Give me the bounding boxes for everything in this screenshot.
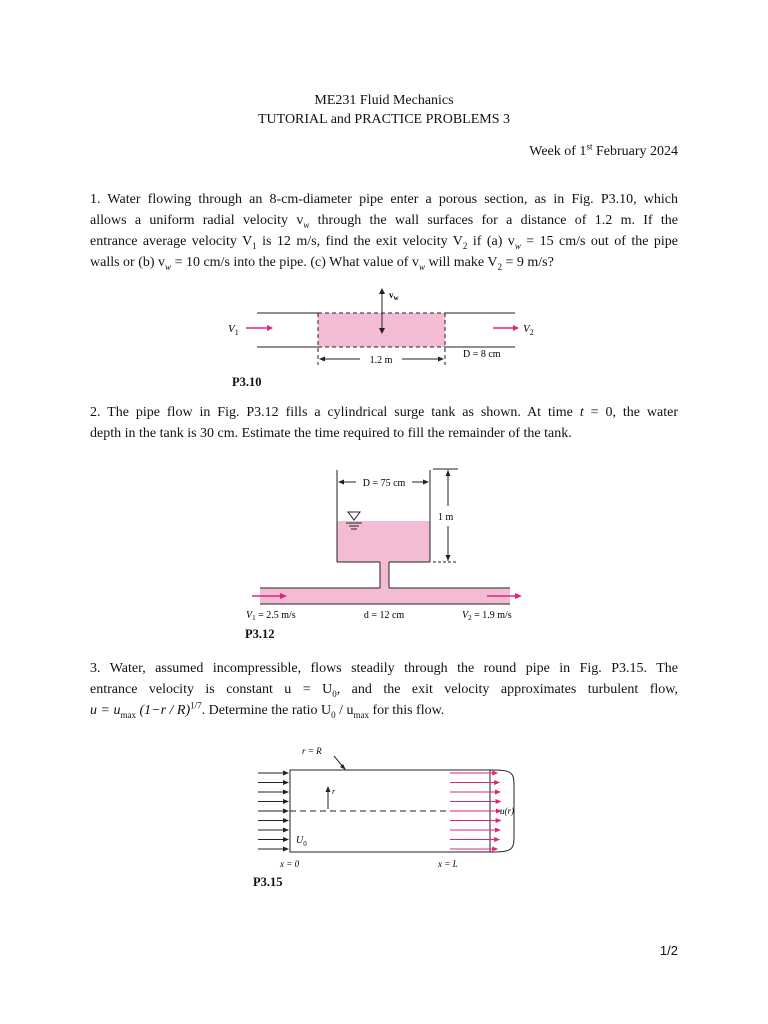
outlet-arrowhead	[492, 771, 498, 776]
course-title: ME231 Fluid Mechanics	[314, 93, 454, 108]
figure-p3-15-caption: P3.15	[253, 875, 283, 889]
inlet-velocity-arrows	[258, 771, 289, 852]
tank-diameter-label: D = 75 cm	[362, 478, 406, 489]
week-date: Week of 1st February 2024	[529, 141, 678, 159]
inlet-arrowhead	[283, 847, 289, 852]
free-surface-icon	[348, 512, 360, 520]
tank-water	[337, 521, 430, 562]
outlet-arrowhead	[492, 847, 498, 852]
inlet-arrowhead	[283, 828, 289, 833]
outlet-arrowhead	[496, 799, 502, 804]
problem-2-text: 2. The pipe flow in Fig. P3.12 fills a cylindrical surge tank as shown. At time t = 0, the water depth in the tank is 30 cm. Estimate the time required to fill the remainder of the tank.	[90, 405, 678, 441]
r-label: r	[332, 787, 336, 796]
inlet-arrowhead	[283, 771, 289, 776]
outlet-arrowhead	[495, 828, 501, 833]
inlet-arrowhead	[283, 780, 289, 785]
outlet-arrowhead	[494, 837, 500, 842]
figure-p3-12-caption: P3.12	[245, 627, 275, 641]
height-label: 1 m	[438, 512, 454, 523]
outlet-arrowhead	[494, 780, 500, 785]
outlet-arrowhead	[496, 818, 502, 823]
figure-p3-12	[240, 462, 540, 630]
v2-label: $V_2$	[523, 323, 534, 337]
xL-label: x = L	[438, 859, 458, 869]
outlet-velocity-arrows	[450, 771, 502, 852]
outlet-arrowhead	[495, 790, 501, 795]
page-number: 1/2	[659, 943, 678, 958]
v1-label: $V_1 = 2.5$ m/s	[246, 610, 296, 622]
v2-label: $V_2 = 1.9$ m/s	[462, 610, 512, 622]
x0-label: x = 0	[280, 859, 300, 869]
u-r-label: u(r)	[500, 806, 514, 816]
problem-1-text: 1. Water flowing through an 8-cm-diameter pipe enter a porous section, as in Fig. P3.10, which allows a uniform radial velocity $v_w$ through the wall surfaces for a distance of 1.2 m. If the entrance average velocity $V_1$ is 12 m/s, find the exit velocity $V_2$ if (a) $v_w = 15$ cm/s out of the pipe walls or (b) $v_w = 10$ cm/s into the pipe. (c) What value of $v_w$ will make $V_2 = 9$ m/s?	[90, 192, 678, 272]
v1-label: $V_1$	[228, 323, 239, 337]
pipe-diameter-label: d = 12 cm	[363, 610, 405, 621]
inlet-arrowhead	[283, 837, 289, 842]
inlet-arrowhead	[283, 809, 289, 814]
inlet-arrowhead	[283, 818, 289, 823]
r-equals-R-label: r = R	[302, 746, 322, 756]
figure-p3-10-caption: P3.10	[232, 375, 262, 389]
inlet-arrowhead	[283, 799, 289, 804]
figure-p3-10	[215, 285, 545, 375]
vw-label: $v_w$	[389, 290, 399, 302]
problem-3-text: 3. Water, assumed incompressible, flows steadily through the round pipe in Fig. P3.15. The entrance velocity is constant $u = U_0$, and the exit velocity approximates turbulent flow, $u = u_{max}$ $(1-r / R)^{1/7}$. Determine the ratio $U_0 / u_{max}$ for this flow.	[90, 661, 678, 720]
U0-label: $U_0$	[296, 835, 307, 848]
inlet-arrowhead	[283, 790, 289, 795]
figure-p3-15	[250, 742, 530, 874]
tutorial-title: TUTORIAL and PRACTICE PROBLEMS 3	[257, 112, 510, 127]
length-label: 1.2 m	[369, 355, 393, 366]
main-pipe	[260, 588, 510, 604]
diameter-label: D = 8 cm	[463, 349, 501, 360]
